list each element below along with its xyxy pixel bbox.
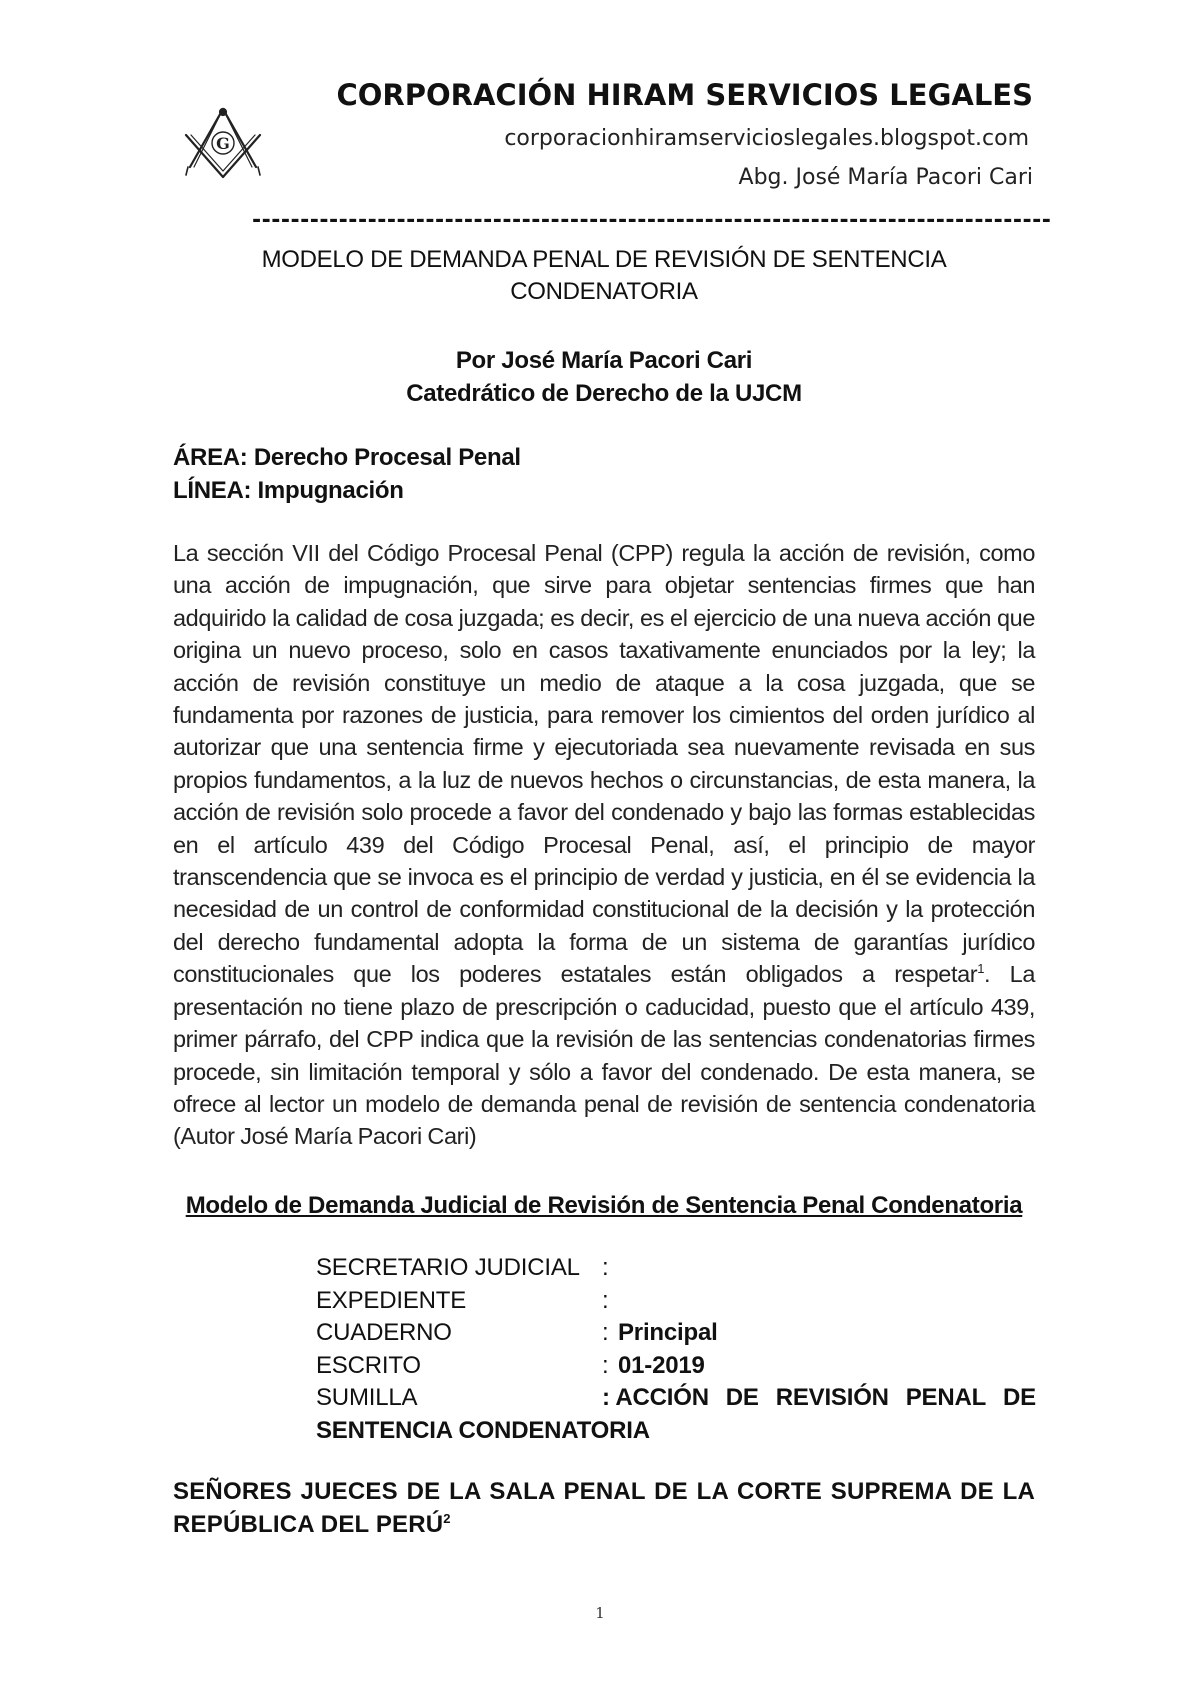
attorney-name: Abg. José María Pacori Cari [738, 165, 1033, 190]
field-label: CUADERNO [316, 1319, 452, 1346]
author-role: Catedrático de Derecho de la UJCM [406, 380, 802, 407]
blog-url: corporacionhiramservicioslegales.blogspot.com [504, 126, 1029, 151]
field-row-sumilla [316, 1382, 1036, 1415]
sumilla-word: DE [1003, 1384, 1036, 1411]
field-row-expediente [316, 1285, 1036, 1318]
sumilla-word: : ACCIÓN [602, 1384, 709, 1411]
field-row-cuaderno [316, 1317, 1036, 1350]
addressee [173, 1475, 1035, 1541]
footnote-ref-2[interactable]: 2 [443, 1511, 451, 1526]
byline [173, 344, 1035, 410]
footnote-ref-1[interactable]: 1 [977, 961, 985, 977]
case-header-fields [316, 1252, 1036, 1447]
intro-text-part-1: La sección VII del Código Procesal Penal (CPP) regula la acción de revisión, como una acción de impugnación, que sirve para objetar sentencias firmes que han adquirido la calidad de cosa juzgada; es decir, es el ejercicio de una nueva acción que origina un nuevo proceso, solo en casos taxativamente enunciados por la ley; la acción de revisión constituye un medio de ataque a la cosa juzgada, que se fundamenta por razones de justicia, para remover los cimientos del orden jurídico al autorizar que una sentencia firme y ejecutoriada sea nuevamente revisada en sus propios fundamentos, a la luz de nuevos hechos o circunstancias, de esta manera, la acción de revisión solo procede a favor del condenado y bajo las formas establecidas en el artículo 439 del Código Procesal Penal, así, el principio de mayor transcendencia que se invoca es el principio de verdad y justicia, en él se evidencia la necesidad de un control de conformidad constitucional de la decisión y la protección del derecho fundamental adopta la forma de un sistema de garantías jurídico constitucionales que los poderes estatales están obligados a respetar [173, 540, 1035, 988]
page-number: 1 [595, 1604, 605, 1622]
field-label: ESCRITO [316, 1351, 421, 1379]
section-heading: Modelo de Demanda Judicial de Revisión de Sentencia Penal Condenatoria [185, 1192, 1023, 1219]
square-and-compass-icon [180, 105, 266, 191]
field-label: SECRETARIO JUDICIAL [316, 1254, 580, 1281]
field-value: 01-2019 [618, 1351, 705, 1379]
title-line-1: MODELO DE DEMANDA PENAL DE REVISIÓN DE SENTENCIA [261, 246, 947, 273]
field-colon: : [602, 1254, 609, 1281]
svg-text:G: G [216, 134, 230, 153]
field-row-escrito [316, 1350, 1036, 1383]
field-label: SUMILLA [316, 1384, 418, 1411]
field-colon: : [602, 1319, 609, 1346]
sumilla-word: PENAL [905, 1384, 987, 1411]
classification [173, 441, 1035, 507]
author-line: Por José María Pacori Cari [455, 347, 753, 374]
header-separator: ----------------------------------------------------------------------------------- [252, 208, 1052, 233]
sumilla-word: DE [725, 1384, 759, 1411]
field-row-secretario [316, 1252, 1036, 1285]
sumilla-continuation: SENTENCIA CONDENATORIA [316, 1416, 650, 1444]
field-colon: : [602, 1351, 609, 1379]
intro-paragraph [173, 537, 1035, 1153]
sumilla-value [602, 1382, 1036, 1415]
linea-line: LÍNEA: Impugnación [173, 477, 404, 504]
addressee-text: SEÑORES JUECES DE LA SALA PENAL DE LA CORTE SUPREMA DE LA REPÚBLICA DEL PERÚ [173, 1478, 1035, 1538]
document-title [173, 244, 1035, 308]
intro-text-part-2: . La presentación no tiene plazo de prescripción o caducidad, puesto que el artículo 439, primer párrafo, del CPP indica que la revisión de las sentencias condenatorias firmes procede, sin limitación temporal y sólo a favor del condenado. De esta manera, se ofrece al lector un modelo de demanda penal de revisión de sentencia condenatoria (Autor José María Pacori Cari) [173, 961, 1035, 1150]
title-line-2: CONDENATORIA [510, 278, 698, 305]
firm-name: CORPORACIÓN HIRAM SERVICIOS LEGALES [336, 78, 1033, 112]
field-colon: : [602, 1286, 609, 1314]
area-line: ÁREA: Derecho Procesal Penal [173, 444, 521, 471]
field-label: EXPEDIENTE [316, 1286, 467, 1314]
sumilla-word: REVISIÓN [775, 1384, 889, 1411]
field-value: Principal [618, 1319, 718, 1346]
